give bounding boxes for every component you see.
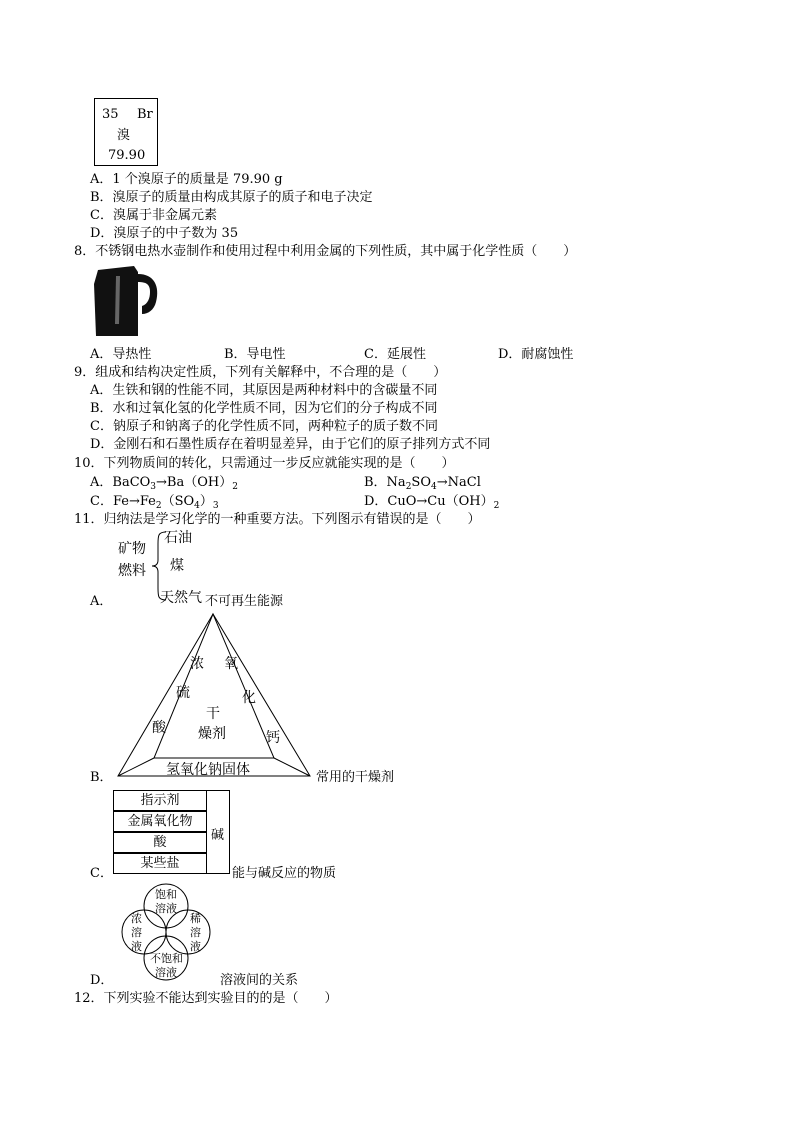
- q11-b-left-1: 浓: [190, 656, 204, 672]
- q11-b-right-1: 氧: [224, 656, 238, 672]
- q10-stem: 10．下列物质间的转化，只需通过一步反应就能实现的是（ ）: [74, 456, 455, 471]
- q11-b-left-2: 硫: [176, 685, 190, 701]
- q11-c-row-3: 酸: [113, 832, 207, 853]
- atomic-mass: 79.90: [108, 148, 146, 163]
- q11-b-right-3: 钙: [266, 730, 280, 746]
- q10-option-a: A．$BaCO_3\to Ba(OH)_2$: [90, 475, 238, 492]
- q11-d-left-1: 浓: [131, 912, 142, 925]
- q9-option-a: A．生铁和钢的性能不同，其原因是两种材料中的含碳量不同: [90, 383, 438, 398]
- q8-stem: 8．不锈钢电热水壶制作和使用过程中利用金属的下列性质，其中属于化学性质（ ）: [74, 244, 577, 259]
- q11-c-row-2: 金属氧化物: [113, 811, 207, 832]
- q11-d-diagram: [112, 882, 220, 982]
- q11-d-top-1: 饱和: [155, 888, 177, 901]
- q8-option-a: A．导热性: [90, 347, 152, 362]
- q11-d-label: D．: [90, 973, 114, 988]
- q11-b-caption: 常用的干燥剂: [316, 770, 395, 785]
- q7-option-c: C．溴属于非金属元素: [90, 208, 217, 223]
- q11-stem: 11．归纳法是学习化学的一种重要方法。下列图示有错误的是（ ）: [74, 512, 481, 527]
- q11-d-top-2: 溶液: [155, 902, 177, 915]
- q11-c-side-box: [206, 790, 230, 874]
- q10-option-b: B．$Na_2SO_4\to NaCl$: [364, 475, 481, 492]
- q11-a-item-2: 煤: [170, 558, 184, 574]
- q11-b-left-3: 酸: [152, 720, 166, 736]
- q11-a-item-1: 石油: [164, 530, 192, 546]
- q9-option-c: C．钠原子和钠离子的化学性质不同，两种粒子的质子数不同: [90, 419, 438, 434]
- q9-option-d: D．金刚石和石墨性质存在着明显差异，由于它们的原子排列方式不同: [90, 437, 491, 452]
- element-name: 溴: [117, 128, 131, 143]
- q7-option-d: D．溴原子的中子数为 35: [90, 226, 239, 241]
- q11-b-diagram: [110, 610, 320, 782]
- q11-b-center-2: 燥剂: [198, 726, 226, 742]
- q11-b-right-2: 化: [242, 690, 256, 706]
- q11-a-caption: 不可再生能源: [205, 594, 284, 609]
- q8-option-d: D．耐腐蚀性: [498, 347, 574, 362]
- q9-option-b: B．水和过氧化氢的化学性质不同，因为它们的分子构成不同: [90, 401, 438, 416]
- element-symbol: Br: [137, 107, 153, 122]
- q11-c-side: 碱: [211, 828, 225, 843]
- q11-d-right-3: 液: [190, 940, 201, 953]
- q11-c-row-1: 指示剂: [113, 790, 207, 811]
- q8-option-b: B．导电性: [224, 347, 286, 362]
- q11-d-bottom-2: 溶液: [155, 966, 177, 979]
- q11-c-caption: 能与碱反应的物质: [232, 866, 337, 881]
- q11-a-label: A．: [90, 594, 113, 609]
- q11-d-caption: 溶液间的关系: [220, 973, 299, 988]
- q11-c-label: C．: [90, 866, 113, 881]
- q9-stem: 9．组成和结构决定性质，下列有关解释中，不合理的是（ ）: [74, 365, 447, 380]
- q7-option-b: B．溴原子的质量由构成其原子的质子和电子决定: [90, 190, 373, 205]
- q10-option-c: C．$Fe\to Fe_2(SO_4)_3$: [90, 494, 219, 511]
- q11-a-item-3: 天然气: [160, 590, 202, 606]
- q11-b-bottom: 氢氧化钠固体: [166, 762, 250, 778]
- q11-b-label: B．: [90, 770, 113, 785]
- q8-option-c: C．延展性: [364, 347, 426, 362]
- q11-d-right-2: 溶: [190, 926, 201, 939]
- q11-d-left-2: 溶: [131, 926, 142, 939]
- q11-b-center-1: 干: [206, 706, 220, 722]
- q11-c-row-4: 某些盐: [113, 853, 207, 874]
- atomic-number: 35: [102, 107, 119, 122]
- element-card: [94, 98, 158, 166]
- q7-option-a: A．1 个溴原子的质量是 79.90 g: [90, 172, 283, 187]
- q11-d-right-1: 稀: [190, 912, 201, 925]
- q10-option-d: D．$CuO\to Cu(OH)_2$: [364, 494, 500, 511]
- q11-d-bottom-1: 不饱和: [150, 952, 183, 965]
- q11-a-group-1: 矿物: [118, 541, 146, 557]
- q11-d-left-3: 液: [131, 940, 142, 953]
- kettle-image: [92, 264, 162, 340]
- q11-a-group-2: 燃料: [118, 563, 146, 579]
- q12-stem: 12．下列实验不能达到实验目的的是（ ）: [74, 991, 338, 1006]
